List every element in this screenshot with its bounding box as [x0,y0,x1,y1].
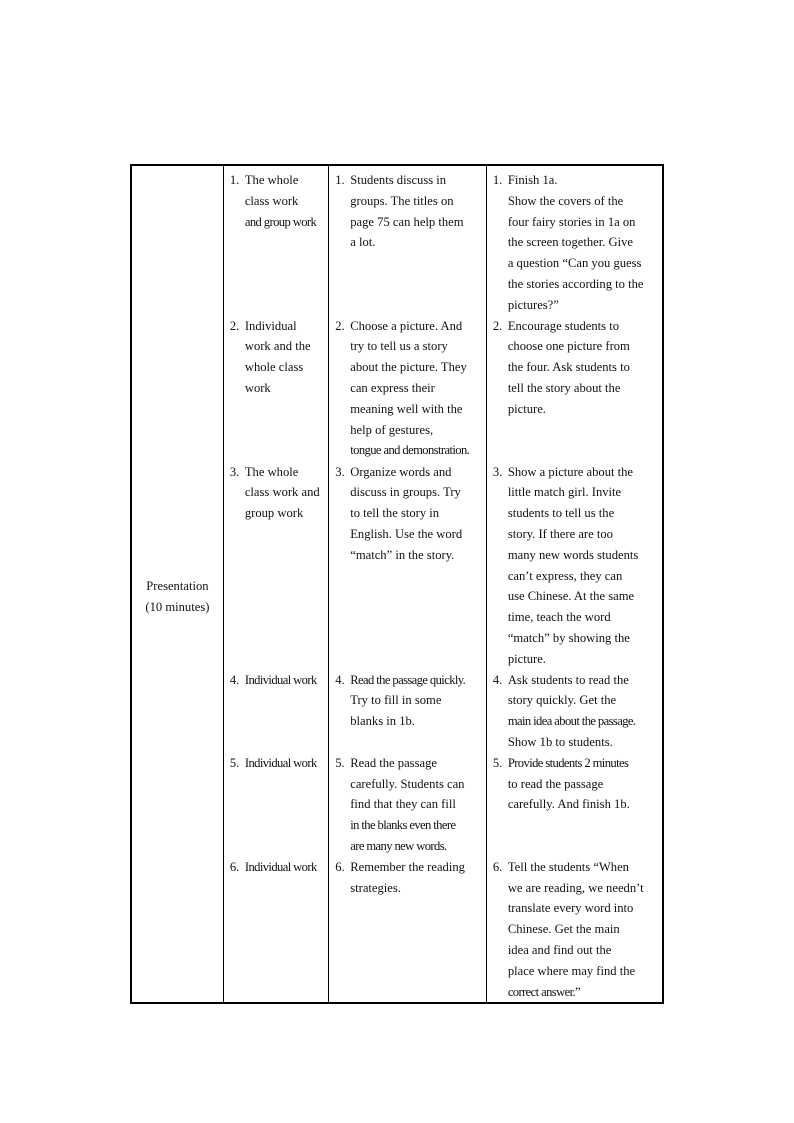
item-number: 6. [492,859,503,874]
item-number: 1. [492,173,503,187]
item-number: 5. [229,755,240,770]
mode-cell: 1. The whole class work and group work [223,165,328,316]
student-activity-cell: 1. Students discuss in groups. The titles on page 75 can help them a lot. [329,165,487,316]
item-number: 3. [229,464,240,479]
item-number: 3. [492,464,503,479]
mode-cell: 6. Individual work [223,857,328,1004]
student-activity-cell: 6. Remember the reading strategies. [329,857,487,1004]
stage-duration: (10 minutes) [145,600,210,615]
teacher-activity-cell: 2. Encourage students to choose one picture from the four. Ask students to tell the story about the picture. [486,316,663,462]
item-number: 5. [335,755,345,770]
item-number: 4. [492,672,503,687]
teacher-activity-cell: 5. Provide students 2 minutes to read the passage carefully. And finish 1b. [486,753,663,857]
item-number: 6. [229,859,240,874]
mode-cell: 2. Individual work and the whole class work [223,316,328,462]
teacher-activity-cell: 6. Tell the students “When we are reading, we needn’t translate every word into Chinese. Get the main idea and find out the place where may find the correct answer.” [486,857,663,1004]
item-number: 1. [229,173,240,187]
table-row [131,165,663,316]
lesson-plan-table [130,164,664,1004]
item-number: 2. [335,318,345,333]
item-number: 6. [335,859,345,874]
item-number: 4. [229,672,240,687]
teacher-activity-cell: 1. Finish 1a. Show the covers of the four fairy stories in 1a on the screen together. Give a question “Can you guess the stories according to the pictures?” [486,165,663,316]
stage-cell [131,165,223,1003]
item-number: 4. [335,672,345,687]
stage-name: Presentation [146,579,209,594]
item-number: 1. [335,173,345,187]
item-number: 3. [335,464,345,479]
mode-cell: 3. The whole class work and group work [223,462,328,670]
student-activity-cell: 4. Read the passage quickly. Try to fill in some blanks in 1b. [329,670,487,753]
teacher-activity-cell: 3. Show a picture about the little match girl. Invite students to tell us the story. If there are too many new words students can’t express, they can use Chinese. At the same time, teach the word “match” by showing the picture. [486,462,663,670]
item-number: 2. [492,318,503,333]
student-activity-cell: 2. Choose a picture. And try to tell us a story about the picture. They can express their meaning well with the help of gestures, tongue and demonstration. [329,316,487,462]
student-activity-cell: 3. Organize words and discuss in groups. Try to tell the story in English. Use the word “match” in the story. [329,462,487,670]
item-number: 2. [229,318,240,333]
mode-cell: 5. Individual work [223,753,328,857]
teacher-activity-cell: 4. Ask students to read the story quickly. Get the main idea about the passage. Show 1b to students. [486,670,663,753]
item-number: 5. [492,755,503,770]
mode-cell: 4. Individual work [223,670,328,753]
student-activity-cell: 5. Read the passage carefully. Students can find that they can fill in the blanks even there are many new words. [329,753,487,857]
